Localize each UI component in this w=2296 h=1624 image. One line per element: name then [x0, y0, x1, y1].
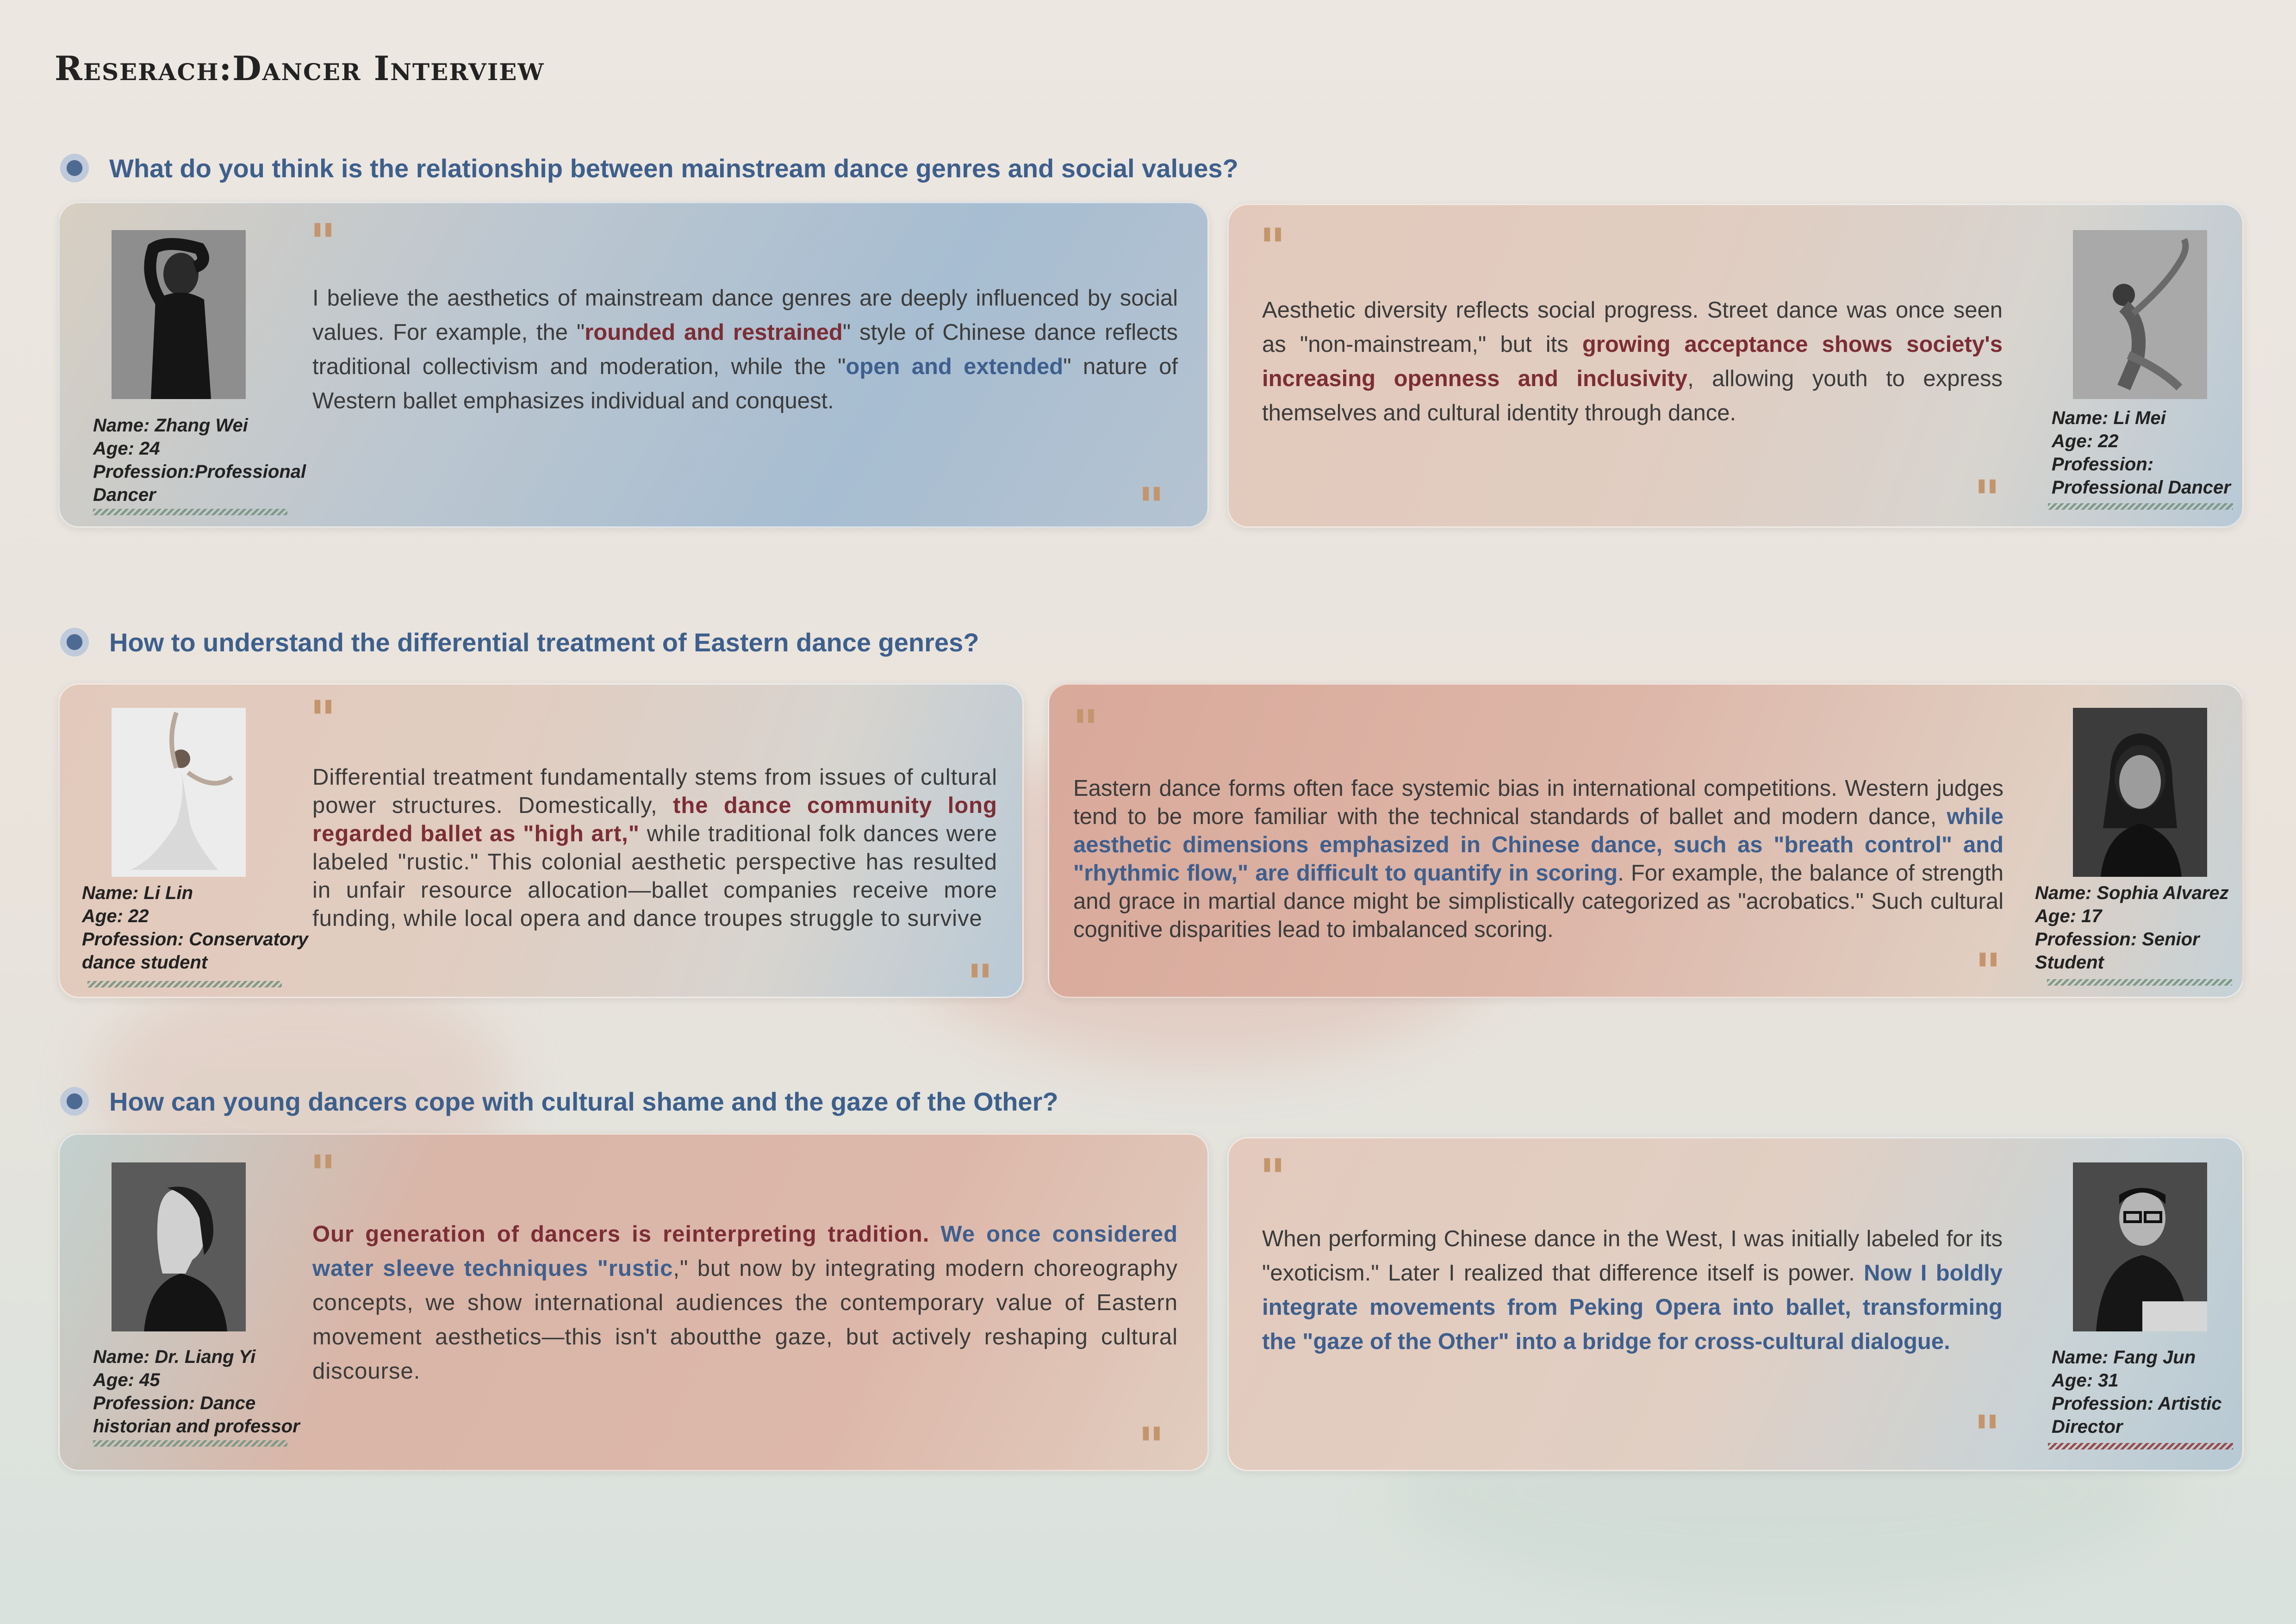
interview-quote: Eastern dance forms often face systemic bias in international competitions. Western judges tend to be more familiar with the technical standards of ballet and modern dance, while aesthetic dimensions emphasized in Chinese dance, such as "breath control" and "rhythmic flow," are difficult to quantify in scoring. For example, the balance of strength and grace in martial dance might be simplistically categorized as "acrobatics." Such cultural cognitive disparities lead to imbalanced scoring. [1073, 776, 2004, 942]
interviewee-age: Age: 31 [2052, 1370, 2119, 1391]
portrait-photo-dark-hair [2073, 708, 2207, 877]
open-quote-icon: " [310, 1144, 336, 1204]
interviewee-profession: Profession: Senior Student [2035, 929, 2200, 973]
interview-quote: I believe the aesthetics of mainstream dance genres are deeply influenced by social values. For example, the "rounded and restrained" style of Chinese dance reflects traditional collectivism and moderation, while the "open and extended" nature of Western ballet emphasizes individual and conquest. [312, 286, 1178, 413]
interviewee-info [82, 881, 332, 974]
dancer-photo-black-top [112, 230, 246, 399]
question-text: What do you think is the relationship between mainstream dance genres and social values? [109, 153, 1238, 183]
decorative-stripe [93, 1440, 287, 1447]
question-1 [60, 147, 1238, 189]
interview-card-fang-jun [1227, 1137, 2244, 1471]
interview-card-li-mei [1227, 204, 2244, 528]
interviewee-info [93, 1345, 311, 1438]
interviewee-name: Name: Fang Jun [2052, 1347, 2196, 1368]
interviewee-age: Age: 45 [93, 1370, 160, 1390]
interviewee-profession: Profession: Conservatory dance student [82, 929, 309, 973]
decorative-stripe [93, 509, 287, 515]
interview-quote: Differential treatment fundamentally stems from issues of cultural power structures. Domestically, the dance community long regarded ballet as "high art," while traditional folk dances were labeled "rustic." This colonial aesthetic perspective has resulted in unfair resource allocation—ballet companies receive more funding, while local opera and dance troupes struggle to survive [312, 765, 998, 931]
open-quote-icon: " [1259, 1148, 1286, 1207]
question-text: How to understand the differential treatment of Eastern dance genres? [109, 627, 979, 657]
question-text: How can young dancers cope with cultural shame and the gaze of the Other? [109, 1087, 1058, 1116]
interview-card-sophia-alvarez [1048, 683, 2244, 998]
close-quote-icon: " [1975, 942, 2002, 998]
open-quote-icon: " [1072, 699, 1099, 758]
open-quote-icon: " [1259, 217, 1286, 277]
bullet-icon [60, 1087, 89, 1116]
decorative-stripe [2048, 1443, 2233, 1449]
dancer-photo-white-dress [112, 708, 246, 877]
interview-card-li-lin [58, 683, 1024, 998]
interview-quote: Our generation of dancers is reinterpreting tradition. We once considered water sleeve techniques "rustic," but now by integrating modern choreography concepts, we show international audiences the contemporary value of Eastern movement aesthetics—this isn't aboutthe gaze, but actively reshaping cultural discourse. [312, 1222, 1178, 1384]
open-quote-icon: " [310, 689, 336, 749]
interview-card-zhang-wei [58, 202, 1209, 528]
interviewee-info [2035, 881, 2239, 974]
interviewee-name: Name: Li Mei [2052, 408, 2166, 428]
question-2 [60, 621, 979, 663]
open-quote-icon: " [310, 212, 336, 272]
close-quote-icon: " [967, 953, 994, 998]
bullet-icon [60, 154, 89, 182]
interview-card-liang-yi [58, 1133, 1209, 1471]
interview-quote: Aesthetic diversity reflects social progress. Street dance was once seen as "non-mainstream," but its growing acceptance shows society's increasing openness and inclusivity, allowing youth to express themselves and cultural identity through dance. [1262, 298, 2003, 425]
portrait-photo-man-glasses [2073, 1162, 2207, 1331]
decorative-stripe [87, 981, 282, 987]
interviewee-profession: Profession: Dance historian and professor [93, 1393, 300, 1437]
dancer-photo-leaping [2073, 230, 2207, 399]
interviewee-age: Age: 17 [2035, 906, 2102, 926]
page-title: Reserach:Dancer Interview [55, 49, 545, 88]
close-quote-icon: " [1138, 1416, 1165, 1471]
bullet-icon [60, 628, 89, 656]
interviewee-name: Name: Zhang Wei [93, 415, 248, 436]
portrait-photo-profile [112, 1162, 246, 1331]
interviewee-age: Age: 22 [82, 906, 149, 926]
interviewee-name: Name: Dr. Liang Yi [93, 1347, 256, 1367]
interviewee-profession: Profession:Professional Dancer [93, 462, 306, 505]
close-quote-icon: " [1974, 1404, 2001, 1464]
interviewee-info [2052, 406, 2237, 499]
question-3 [60, 1081, 1058, 1122]
interviewee-profession: Profession: Artistic Director [2052, 1393, 2222, 1437]
interviewee-profession: Profession: Professional Dancer [2052, 454, 2231, 498]
interviewee-age: Age: 22 [2052, 431, 2119, 451]
interviewee-name: Name: Li Lin [82, 883, 193, 903]
interviewee-age: Age: 24 [93, 438, 160, 459]
decorative-stripe [2047, 979, 2232, 986]
close-quote-icon: " [1138, 476, 1165, 528]
interviewee-name: Name: Sophia Alvarez [2035, 883, 2229, 903]
interview-quote: When performing Chinese dance in the West, I was initially labeled for its "exoticism." Later I realized that difference itself is power. Now I boldly integrate movements from Peking Opera into ballet, transforming the "gaze of the Other" into a bridge for cross-cultural dialogue. [1262, 1226, 2003, 1354]
decorative-stripe [2048, 503, 2233, 510]
interviewee-info [93, 414, 311, 506]
interviewee-info [2052, 1346, 2237, 1438]
close-quote-icon: " [1974, 469, 2001, 528]
